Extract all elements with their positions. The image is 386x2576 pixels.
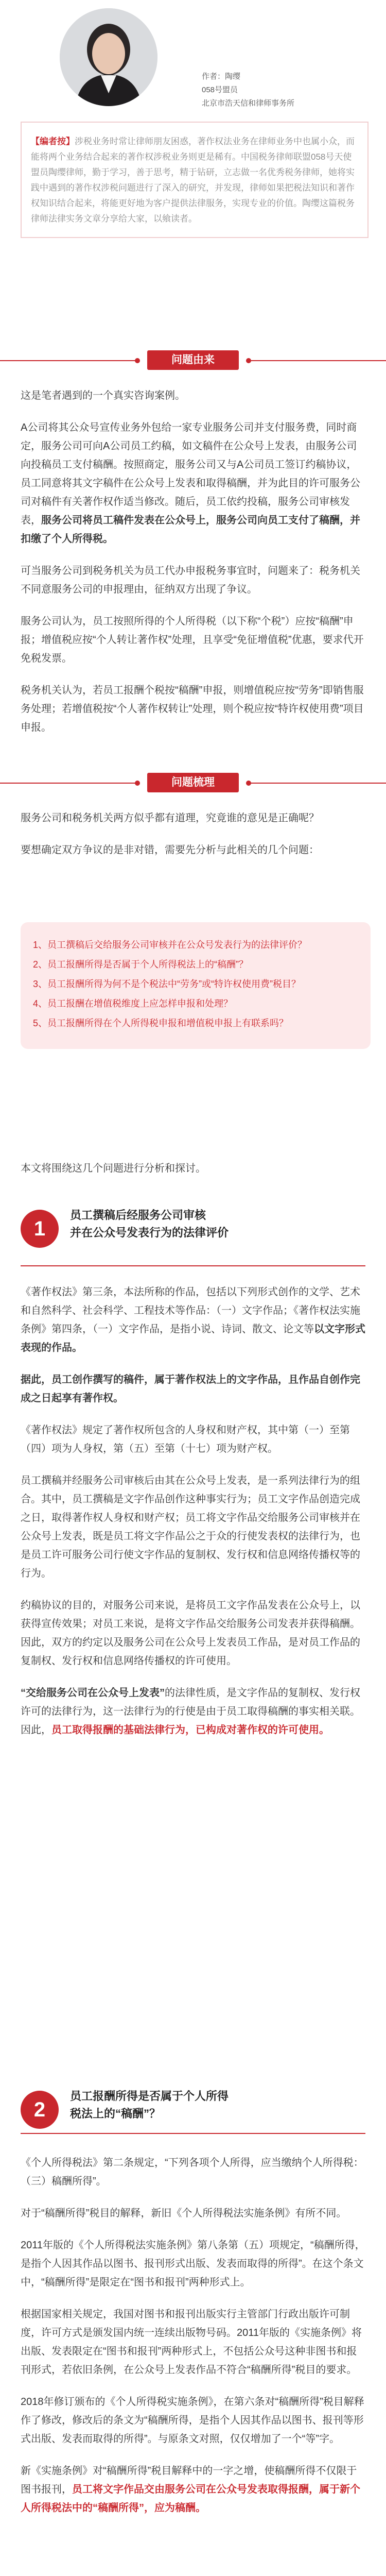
- heading-underline: [21, 1265, 365, 1266]
- question-item: 2、员工报酬所得是否属于个人所得税法上的“稿酬”？: [33, 959, 248, 970]
- paragraph: 对于“稿酬所得”税目的解释，新旧《个人所得税法实施条例》有所不同。: [21, 2208, 347, 2219]
- heading-underline: [21, 2133, 365, 2134]
- origin-body: [21, 386, 365, 750]
- numbered-heading-2: [21, 2081, 365, 2143]
- author-info: [202, 70, 294, 110]
- numbered-heading-1: [21, 1200, 365, 1262]
- paragraph: 服务公司和税务机关两方似乎都有道理，究竟谁的意见是正确呢？: [21, 812, 319, 824]
- question-item: 4、员工报酬在增值税维度上应怎样申报和处理？: [33, 998, 233, 1009]
- section-title-analysis: 问题梳理: [147, 773, 239, 792]
- paragraph: 要想确定双方争议的是非对错，需要先分析与此相关的几个问题：: [21, 844, 319, 856]
- paragraph: 员工撰稿并经服务公司审核后由其在公众号上发表，是一系列法律行为的组合。其中，员工撰稿是文字作品创作这种事实行为；员工文字作品创造完成之日，取得著作权人身权和财产权；员工将文字作品交给服务公司审核并在公众号上发表，既是员工将文字作品公之于众的行使发表权的法律行为，也是员工许可服务公司行使文字作品的复制权、发行权和信息网络传播权等的行为。: [21, 1475, 360, 1579]
- question-item: 3、员工报酬所得为何不是个税法中“劳务”或“特许权使用费”税目？: [33, 979, 301, 989]
- author-portrait-icon: [60, 8, 157, 106]
- paragraph: 根据国家相关规定，我国对图书和报刊出版实行主管部门行政出版许可制度，许可方式是颁发国内统一连续出版物号码。2011年版的《实施条例》将出版、发表限定在“图书和报刊”两种形式上，不包括公众号这种非图书和报刊形式，若依旧条例，在公众号上发表作品不符合“稿酬所得”税目的要求。: [21, 2309, 362, 2376]
- divider-line: [248, 783, 386, 784]
- divider-dot: [135, 358, 140, 363]
- author-card: [0, 0, 386, 111]
- paragraph: 本文将围绕这几个问题进行分析和探讨。: [21, 1163, 206, 1174]
- heading-number: 1: [21, 1210, 59, 1248]
- paragraph: 《个人所得税法》第二条规定，“下列各项个人所得，应当缴纳个人所得税：（三）稿酬所得”。: [21, 2157, 364, 2187]
- paragraph: “交给服务公司在公众号上发表”的法律性质，是文字作品的复制权、发行权许可的法律行为，这一法律行为的行使是由于员工取得稿酬的事实相关联。因此，员工取得报酬的基础法律行为，已构成对著作权的许可使用。: [21, 1687, 360, 1736]
- paragraph: 2011年版的《个人所得税法实施条例》第八条第（五）项规定，“稿酬所得，是指个人因其作品以图书、报刊形式出版、发表而取得的所得”。在这个条文中，“稿酬所得”是限定在“图书和报刊”两种形式上。: [21, 2240, 365, 2288]
- paragraph: 这是笔者遇到的一个真实咨询案例。: [21, 390, 185, 401]
- paragraph: 新《实施条例》对“稿酬所得”税目解释中的一字之增，使稿酬所得不仅限于图书报刊，员工将文字作品交由服务公司在公众号发表取得报酬，属于新个人所得税法中的“稿酬所得”，应为稿酬。: [21, 2465, 360, 2514]
- author-firm: 北京市浩天信和律师事务所: [202, 99, 295, 108]
- editor-note-text: 涉税业务时常让律师朋友困惑，著作权法业务在律师业务中也属小众，而能将两个业务结合起来的著作权涉税业务则更是稀有。中国税务律师联盟058号天使盟员陶缨律师，勤于学习，善于思考，精于钻研，立志做一名优秀税务律师，她将实践中遇到的著作权涉税问题进行了深入的研究，并发现，律师如果把税法知识和著作权知识结合起来，将能更好地为客户提供法律服务，实现专业的价值。陶缨这篇税务律师法律实务文章分享给大家，以飨读者。: [31, 137, 355, 224]
- section-bar-origin: [0, 340, 386, 376]
- author-title: 058号盟员: [202, 86, 238, 94]
- paragraph: 可当服务公司到税务机关为员工代办申报税务事宜时，问题来了：税务机关不同意服务公司的申报理由，征纳双方出现了争议。: [21, 565, 360, 595]
- paragraph: 约稿协议的目的，对服务公司来说，是将员工文字作品发表在公众号上，以获得宣传效果；对员工来说，是将文字作品交给服务公司发表并获得稿酬。因此，双方的约定以及服务公司在公众号上发表员工作品，是对员工作品的复制权、发行权和信息网络传播权的许可使用。: [21, 1600, 360, 1667]
- analysis-body: [21, 809, 365, 873]
- editor-note-tag: 【编者按】: [31, 137, 75, 146]
- paragraph: 服务公司认为，员工按照所得的个人所得税（以下称“个税”）应按“稿酬”申报；增值税应按“个人转让著作权”处理，且享受“免征增值税”优惠，要求代开免税发票。: [21, 616, 364, 664]
- question-item: 1、员工撰稿后交给服务公司审核并在公众号发表行为的法律评价？: [33, 940, 307, 950]
- section-title-origin: 问题由来: [147, 350, 239, 370]
- question-item: 5、员工报酬所得在个人所得税申报和增值税申报上有联系吗？: [33, 1018, 289, 1028]
- paragraph: 《著作权法》第三条，本法所称的作品，包括以下列形式创作的文学、艺术和自然科学、社会科学、工程技术等作品：（一）文字作品；《著作权法实施条例》第四条，（一）文字作品，是指小说、诗词、散文、论文等以文字形式表现的作品。: [21, 1286, 365, 1353]
- analysis-outro: [21, 1159, 365, 1191]
- editor-note: [21, 122, 369, 238]
- paragraph: A公司将其公众号宣传业务外包给一家专业服务公司并支付服务费，同时商定，服务公司可向A公司员工约稿，如文稿件在公众号上发表，由服务公司向投稿员工支付稿酬。按照商定，服务公司又与A公司员工签订约稿协议，员工同意将其文字稿件在公众号上发表和取得稿酬，并为此目的许可服务公司对稿件有关著作权作适当修改。随后，员工依约投稿，服务公司审核发表，服务公司将员工稿件发表在公众号上，服务公司向员工支付了稿酬，并扣缴了个人所得税。: [21, 422, 360, 545]
- paragraph: 2018年修订颁布的《个人所得税实施条例》，在第六条对“稿酬所得”税目解释作了修改，修改后的条文为“稿酬所得，是指个人因其作品以图书、报刊等形式出版、发表而取得的所得”。与原条文对照，仅仅增加了一个“等”字。: [21, 2396, 364, 2445]
- section-bar-analysis: [0, 762, 386, 799]
- part1-body: [21, 1283, 365, 1753]
- divider-line: [248, 360, 386, 361]
- heading-title: 员工撰稿后经服务公司审核 并在公众号发表行为的法律评价: [70, 1209, 229, 1239]
- heading-number: 2: [21, 2091, 59, 2129]
- heading-title: 员工报酬所得是否属于个人所得 税法上的“稿酬”？: [70, 2090, 229, 2120]
- paragraph: 税务机关认为，若员工报酬个税按“稿酬”申报，则增值税应按“劳务”即销售服务处理；若增值税按“个人著作权转让”处理，则个税应按“特许权使用费”项目申报。: [21, 685, 364, 733]
- divider-line: [0, 783, 138, 784]
- divider-dot: [135, 781, 140, 786]
- divider-line: [0, 360, 138, 361]
- questions-box: [21, 922, 371, 1049]
- author-name: 作者：陶缨: [202, 72, 241, 81]
- author-avatar: [60, 8, 157, 106]
- part2-body: [21, 2154, 365, 2531]
- paragraph: 据此，员工创作撰写的稿件，属于著作权法上的文字作品，且作品自创作完成之日起享有著作权。: [21, 1374, 360, 1404]
- paragraph: 《著作权法》规定了著作权所包含的人身权和财产权，其中第（一）至第（四）项为人身权，第（五）至第（十七）项为财产权。: [21, 1425, 350, 1454]
